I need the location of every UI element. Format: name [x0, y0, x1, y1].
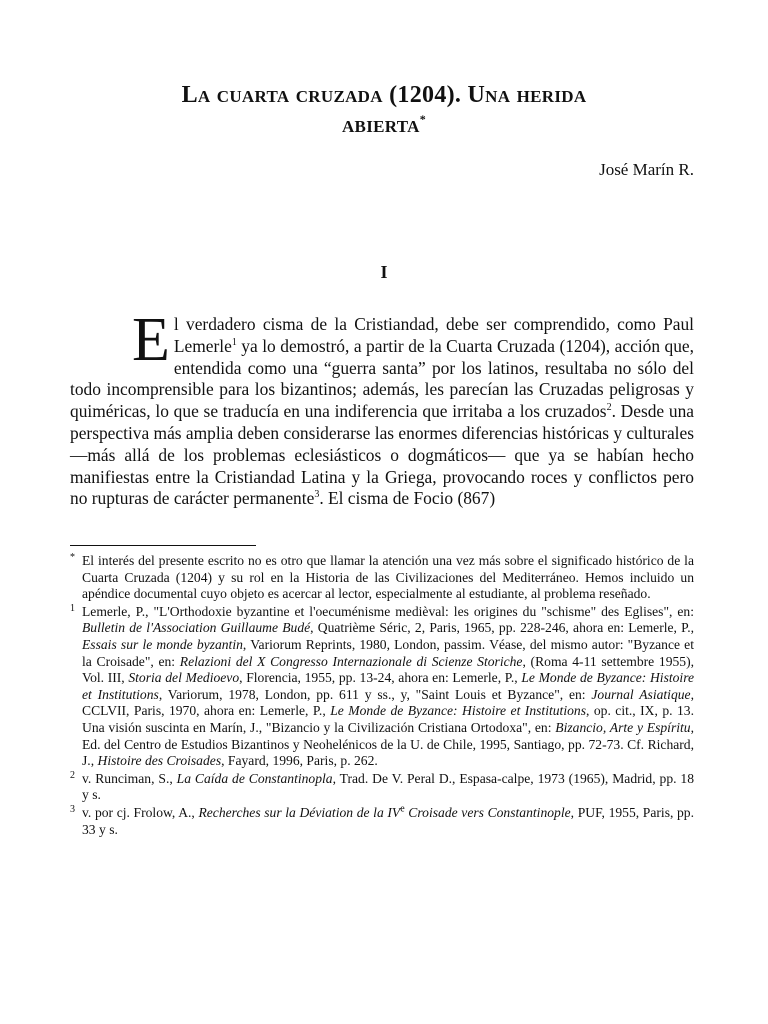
footnote-3: [70, 805, 694, 838]
footnote-text: , Variorum Reprints, 1980, London, passim. Véase, del mismo autor: "Byzance et la Croisade", en:: [82, 636, 694, 669]
title-line-1: La cuarta cruzada (1204). Una herida: [181, 82, 587, 108]
citation-title: Journal Asiatique: [591, 686, 691, 702]
footnote-2: [70, 771, 694, 804]
title-footnote-mark[interactable]: *: [419, 112, 427, 126]
citation-title: La Caída de Constantinopla: [176, 770, 333, 786]
section-number: I: [380, 262, 388, 282]
citation-title: Histoire des Croisades: [97, 753, 222, 769]
citation-title: Le Monde de Byzance: Histoire et Institutions: [82, 670, 695, 702]
footnote-ref-3[interactable]: 3: [314, 489, 320, 501]
article-title: [60, 80, 708, 140]
footnote-1: [70, 604, 694, 770]
citation-title: Relazioni del X Congresso Internazionale di Scienze Storiche: [179, 653, 523, 669]
footnote-star: [70, 553, 694, 603]
footnote-text: , CCLVII, Paris, 1970, ahora en: Lemerle, P.,: [82, 686, 694, 719]
footnote-text: , op. cit., IX, p. 13. Una visión suscinta en Marín, J., "Bizancio y la Civilización Cristiana Ortodoxa", en:: [82, 703, 694, 735]
citation-title: Bizancio, Arte y Espíritu: [555, 719, 691, 735]
footnote-text: , Quatrième Séric, 2, Paris, 1965, pp. 228-246, ahora en: Lemerle, P.,: [310, 620, 695, 636]
footnote-text: , Fayard, 1996, Paris, p. 262.: [221, 753, 378, 769]
footnote-text: , Ed. del Centro de Estudios Bizantinos y Neohelénicos de la U. de Chile, 1995, Santiago, pp. 72-73. Cf. Richard, J.,: [82, 719, 695, 769]
footnote-text: El interés del presente escrito no es otro que llamar la atención una vez más sobre el significado histórico de la Cuarta Cruzada (1204) y su rol en la Historia de las Civilizaciones del Mediterráneo. Hemos incluido un apéndice documental cuyo objeto es acercar al lector, especialmente al estudiante, al problema reseñado.: [82, 553, 694, 602]
body-text-3: . Desde una perspectiva más amplia deben considerarse las enormes diferencias históricas y culturales —más allá de los problemas eclesiásticos o dogmáticos— que ya se habían hecho manifiestas entre la Cristiandad Latina y la Griega, provocando roces y conflictos pero no rupturas de carácter permanente: [70, 401, 694, 509]
footnote-ref-1[interactable]: 1: [231, 337, 237, 348]
footnote-mark: 3: [70, 803, 75, 815]
footnote-mark: *: [70, 552, 75, 563]
body-text-2: ya lo demostró, a partir de la Cuarta Cruzada (1204), acción que, entendida como una “guerra santa” por los latinos, resultaba no sólo del todo incomprensible para los bizantinos; además, les parecían las Cruzadas peligrosas y quiméricas, lo que se traducía en una indiferencia que irritaba a los cruzados: [70, 335, 694, 422]
body-paragraph: [70, 306, 694, 510]
footnotes: [70, 553, 694, 839]
footnote-text: , PUF, 1955, Paris, pp. 33 y s.: [82, 804, 695, 837]
citation-title: Le Monde de Byzance: Histoire et Institutions: [330, 703, 586, 719]
footnote-mark: 1: [70, 602, 75, 614]
footnote-text: , Variorum, 1978, London, pp. 611 y ss., y, "Saint Louis et Byzance", en:: [158, 686, 592, 702]
footnote-text: v. por cj. Frolow, A.,: [82, 804, 199, 820]
footnote-mark: 2: [70, 769, 75, 781]
title-line-2: abierta: [341, 112, 420, 138]
body-text-4: . El cisma de Focio (867): [319, 488, 496, 509]
citation-title: Croisade vers Constantinople: [404, 804, 571, 820]
footnote-text: v. Runciman, S.,: [82, 770, 177, 786]
citation-title: Storia del Medioevo: [128, 670, 240, 686]
footnote-text: , Trad. De V. Peral D., Espasa-calpe, 1973 (1965), Madrid, pp. 18 y s.: [82, 770, 695, 803]
author-name: José Marín R.: [599, 160, 694, 179]
footnote-ref-2[interactable]: 2: [606, 402, 612, 414]
ordinal-superscript: e: [400, 803, 405, 815]
body-text-1: l verdadero cisma de la Cristiandad, debe ser comprendido, como Paul Lemerle: [173, 314, 694, 356]
footnote-divider: [70, 545, 256, 546]
footnote-text: , (Roma 4-11 settembre 1955), Vol. III,: [82, 653, 695, 686]
citation-title: Essais sur le monde byzantin: [82, 636, 243, 652]
drop-cap: E: [132, 306, 170, 374]
citation-title: Bulletin de l'Association Guillaume Budé: [82, 620, 311, 636]
footnote-text: , Florencia, 1955, pp. 13-24, ahora en: Lemerle, P.,: [239, 670, 522, 686]
citation-title: Recherches sur la Déviation de la IV: [198, 804, 401, 820]
footnote-text: Lemerle, P., "L'Orthodoxie byzantine et l'oecuménisme medièval: les origines du "schisme" des Eglises", en:: [82, 603, 694, 619]
